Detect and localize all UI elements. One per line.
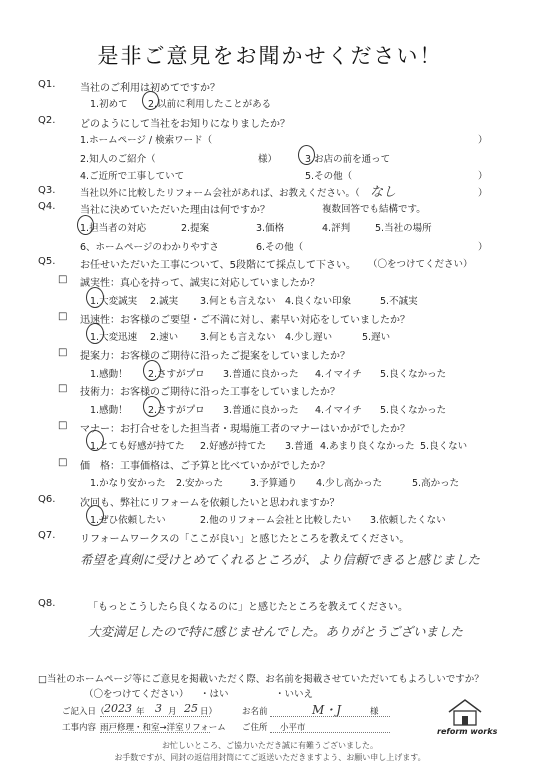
q5-item-option[interactable]: 4.イマイチ bbox=[315, 369, 362, 380]
q5-item-head: 価 格：工事価格は、ご予算と比べていかがでしたか？ bbox=[80, 461, 330, 472]
answer-circle bbox=[77, 215, 94, 235]
q5-item-option[interactable]: 5.高かった bbox=[412, 478, 460, 489]
q2-option-2-sama: 様） bbox=[258, 154, 278, 165]
work-label: 工事内容 bbox=[62, 723, 97, 733]
consent-question: □当社のホームページ等にご意見を掲載いただく際、お名前を掲載させていただいてもよろしいですか？ bbox=[38, 674, 484, 685]
q2-question: どのようにして当社をお知りになりましたか？ bbox=[80, 119, 290, 130]
q5-item-option[interactable]: 4.あまり良くなかった bbox=[320, 441, 415, 452]
q5-item-option[interactable]: 4.少し高かった bbox=[316, 478, 383, 489]
checkbox[interactable]: □ bbox=[58, 347, 68, 358]
checkbox[interactable]: □ bbox=[58, 383, 68, 394]
q5-question: お任せいただいた工事について、5段階にて採点して下さい。 bbox=[80, 260, 356, 271]
company-logo-text: reform works bbox=[437, 727, 498, 736]
answer-circle bbox=[86, 287, 104, 308]
checkbox[interactable]: □ bbox=[58, 274, 68, 285]
answer-circle bbox=[86, 505, 104, 526]
q4-option-1[interactable]: 1.担当者の対応 bbox=[80, 223, 147, 234]
q5-item-option[interactable]: 3.何とも言えない bbox=[200, 332, 276, 343]
q2-option-1-close: ） bbox=[478, 135, 488, 146]
date-underline bbox=[100, 716, 210, 717]
q4-option-5[interactable]: 5.当社の場所 bbox=[375, 223, 432, 234]
q5-item-option[interactable]: 3.普通 bbox=[285, 441, 314, 452]
q7-handwritten-answer: 希望を真剣に受けとめてくれるところが、より信頼できると感じました bbox=[80, 552, 481, 567]
q5-number: Q5. bbox=[38, 256, 56, 267]
q5-item-option[interactable]: 3.予算通り bbox=[250, 478, 298, 489]
q5-item-option[interactable]: 1.感動！ bbox=[90, 405, 128, 416]
q3-close: ） bbox=[478, 188, 488, 199]
q2-option-1[interactable]: 1.ホームページ / 検索ワード（ bbox=[80, 135, 213, 146]
q2-option-4[interactable]: 4.ご近所で工事していて bbox=[80, 171, 185, 182]
address-label: ご住所 bbox=[242, 723, 268, 733]
address-value: 小平市 bbox=[280, 723, 306, 733]
thanks-line-2: お手数ですが、同封の返信用封筒にてご返送いただきますよう、お願い申し上げます。 bbox=[114, 753, 426, 762]
q4-question: 当社に決めていただいた理由は何ですか？ bbox=[80, 205, 270, 216]
address-underline bbox=[270, 732, 390, 733]
q5-item-option[interactable]: 2.さすがプロ bbox=[148, 369, 205, 380]
q5-item-head: マナー：お打合せをした担当者・現場施工者のマナーはいかがでしたか？ bbox=[80, 424, 410, 435]
name-value: M・J bbox=[312, 703, 342, 717]
q5-item-option[interactable]: 5.良くない bbox=[420, 441, 468, 452]
answer-circle bbox=[143, 360, 161, 381]
q5-item-option[interactable]: 2.速い bbox=[150, 332, 179, 343]
consent-no[interactable]: ・いいえ bbox=[275, 689, 314, 700]
q5-item-option[interactable]: 5.遅い bbox=[362, 332, 391, 343]
name-label: お名前 bbox=[242, 707, 268, 717]
answer-circle bbox=[298, 145, 315, 165]
q5-item-head: 技術力：お客様のご期待に沿った工事をしていましたか？ bbox=[80, 387, 340, 398]
q5-item-option[interactable]: 3.普通に良かった bbox=[223, 369, 299, 380]
q6-option-3[interactable]: 3.依頼したくない bbox=[370, 515, 446, 526]
work-value: 雨戸修理・和室→洋室リフォーム bbox=[100, 723, 226, 733]
q2-option-5[interactable]: 5.その他（ bbox=[305, 171, 353, 182]
checkbox[interactable]: □ bbox=[58, 311, 68, 322]
checkbox[interactable]: □ bbox=[58, 457, 68, 468]
q5-item-option[interactable]: 4.良くない印象 bbox=[285, 296, 352, 307]
q5-item-head: 迅速性：お客様のご要望・ご不満に対し、素早い対応をしていましたか？ bbox=[80, 315, 410, 326]
answer-circle bbox=[86, 323, 104, 344]
checkbox[interactable]: □ bbox=[58, 420, 68, 431]
date-month: 3 bbox=[155, 702, 162, 715]
q3-handwritten-answer: なし bbox=[370, 185, 397, 200]
q5-item-option[interactable]: 1.大変誠実 bbox=[90, 296, 138, 307]
q5-item-option[interactable]: 3.普通に良かった bbox=[223, 405, 299, 416]
name-underline bbox=[270, 716, 390, 717]
q5-item-head: 提案力：お客様のご期待に沿ったご提案をしていましたか？ bbox=[80, 351, 350, 362]
q8-question: 「もっとこうしたら良くなるのに」と感じたところを教えてください。 bbox=[88, 602, 408, 613]
date-year: 2023 bbox=[104, 702, 132, 715]
q3-question: 当社以外に比較したリフォーム会社があれば、お教えください。（ bbox=[80, 188, 360, 199]
q5-item-option[interactable]: 5.不誠実 bbox=[380, 296, 418, 307]
date-nen: 年 bbox=[136, 707, 145, 717]
q4-option-7-close: ） bbox=[478, 242, 488, 253]
q6-option-2[interactable]: 2.他のリフォーム会社と比較したい bbox=[200, 515, 352, 526]
q1-number: Q1. bbox=[38, 79, 56, 90]
q7-question: リフォームワークスの「ここが良い」と感じたところを教えてください。 bbox=[80, 534, 410, 545]
consent-yes[interactable]: ・はい bbox=[200, 689, 229, 700]
q4-number: Q4. bbox=[38, 201, 56, 212]
q5-item-option[interactable]: 5.良くなかった bbox=[380, 405, 447, 416]
q8-handwritten-answer: 大変満足したので特に感じませんでした。ありがとうございました bbox=[88, 624, 464, 639]
q4-option-2[interactable]: 2.提案 bbox=[181, 223, 210, 234]
page-title: 是非ご意見をお聞かせください！ bbox=[97, 44, 443, 68]
q6-option-1[interactable]: 1.ぜひ依頼したい bbox=[90, 515, 166, 526]
q2-option-3[interactable]: 3.お店の前を通って bbox=[305, 154, 391, 165]
q5-item-option[interactable]: 2.好感が持てた bbox=[200, 441, 267, 452]
q4-option-4[interactable]: 4.評判 bbox=[322, 223, 351, 234]
q5-item-option[interactable]: 3.何とも言えない bbox=[200, 296, 276, 307]
q6-number: Q6. bbox=[38, 494, 56, 505]
q5-item-option[interactable]: 4.少し遅い bbox=[285, 332, 333, 343]
q5-note: （〇をつけてください） bbox=[368, 259, 473, 270]
date-nichi: 日） bbox=[200, 707, 218, 717]
q8-number: Q8. bbox=[38, 598, 56, 609]
q5-item-head: 誠実性：真心を持って、誠実に対応していましたか？ bbox=[80, 278, 320, 289]
q4-option-6[interactable]: 6、ホームページのわかりやすさ bbox=[80, 242, 219, 253]
q3-number: Q3. bbox=[38, 185, 56, 196]
q4-note: 複数回答でも結構です。 bbox=[322, 204, 426, 215]
q5-item-option[interactable]: 4.イマイチ bbox=[315, 405, 362, 416]
q4-option-7[interactable]: 6.その他（ bbox=[256, 242, 304, 253]
q2-number: Q2. bbox=[38, 115, 56, 126]
date-label: ご記入日（ bbox=[62, 707, 105, 717]
answer-circle bbox=[142, 91, 159, 110]
date-tsuki: 月 bbox=[168, 707, 177, 717]
thanks-line-1: お忙しいところ、ご協力いただき誠に有難うございました。 bbox=[162, 741, 378, 750]
q5-item-option[interactable]: 1.感動！ bbox=[90, 369, 128, 380]
q2-option-5-close: ） bbox=[478, 171, 488, 182]
work-underline bbox=[100, 732, 210, 733]
q6-question: 次回も、弊社にリフォームを依頼したいと思われますか？ bbox=[80, 498, 340, 509]
q5-item-option[interactable]: 2.安かった bbox=[176, 478, 224, 489]
q1-option-1[interactable]: 1.初めて bbox=[90, 99, 128, 110]
q5-item-option[interactable]: 2.誠実 bbox=[150, 296, 179, 307]
q1-option-2[interactable]: 2.以前に利用したことがある bbox=[148, 99, 272, 110]
answer-circle bbox=[86, 430, 104, 451]
q5-item-option[interactable]: 2.さすがプロ bbox=[148, 405, 205, 416]
q5-item-option[interactable]: 1.大変迅速 bbox=[90, 332, 138, 343]
answer-circle bbox=[143, 396, 161, 417]
name-sama: 様 bbox=[370, 707, 379, 717]
q5-item-option[interactable]: 1.とても好感が持てた bbox=[90, 441, 185, 452]
q5-item-option[interactable]: 5.良くなかった bbox=[380, 369, 447, 380]
q4-option-3[interactable]: 3.価格 bbox=[256, 223, 285, 234]
date-day: 25 bbox=[184, 702, 198, 715]
q1-question: 当社のご利用は初めてですか？ bbox=[80, 83, 220, 94]
consent-note: （〇をつけてください） bbox=[84, 689, 189, 700]
q7-number: Q7. bbox=[38, 530, 56, 541]
house-logo-icon bbox=[445, 697, 485, 727]
q5-item-option[interactable]: 1.かなり安かった bbox=[90, 478, 166, 489]
q2-option-2[interactable]: 2.知人のご紹介（ bbox=[80, 154, 156, 165]
